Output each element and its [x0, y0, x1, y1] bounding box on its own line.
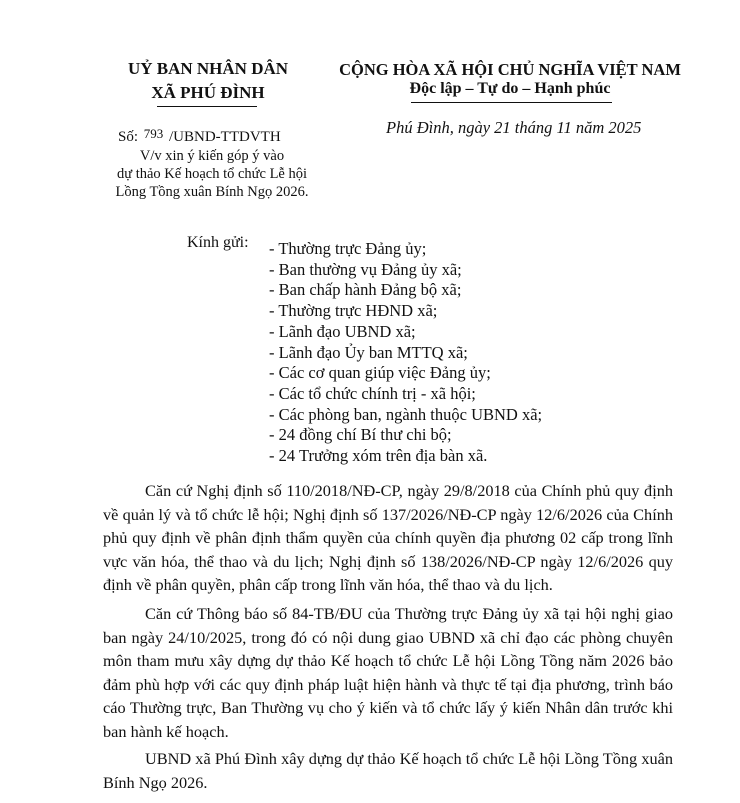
recipient-item: - Các phòng ban, ngành thuộc UBND xã;: [269, 404, 543, 424]
document-number-code: /UBND-TTDVTH: [169, 129, 281, 145]
recipients-label: Kính gửi:: [187, 234, 249, 251]
subject-line-3: Lồng Tồng xuân Bính Ngọ 2026.: [115, 184, 309, 200]
recipient-item: - Thường trực HĐND xã;: [269, 301, 438, 321]
recipient-item: - Ban chấp hành Đảng bộ xã;: [269, 280, 462, 300]
recipient-item: - 24 đồng chí Bí thư chi bộ;: [269, 425, 452, 445]
commune-name: XÃ PHÚ ĐÌNH: [151, 83, 265, 102]
national-motto: Độc lập – Tự do – Hạnh phúc: [409, 80, 611, 97]
national-title: CỘNG HÒA XÃ HỘI CHỦ NGHĨA VIỆT NAM: [339, 60, 681, 79]
recipient-item: - Các cơ quan giúp việc Đảng ủy;: [269, 363, 491, 383]
org-name: UỶ BAN NHÂN DÂN: [127, 59, 289, 78]
document-number: [118, 126, 281, 146]
recipient-item: - Các tổ chức chính trị - xã hội;: [269, 383, 476, 403]
document-number-prefix: Số:: [118, 129, 139, 145]
place-date: Phú Đình, ngày 21 tháng 11 năm 2025: [386, 118, 642, 137]
subject-line-2: dự thảo Kế hoạch tổ chức Lễ hội: [116, 166, 308, 182]
recipient-item: - Thường trực Đảng ủy;: [269, 239, 427, 258]
body-paragraph-draft-plan: UBND xã Phú Đình xây dựng dự thảo Kế hoạch tổ chức Lễ hội Lồng Tồng xuân Bính Ngọ 2026.: [103, 749, 673, 792]
subject-line-1: V/v xin ý kiến góp ý vào: [139, 148, 285, 164]
body-paragraph-notice-basis: Căn cứ Thông báo số 84-TB/ĐU của Thường trực Đảng ủy xã tại hội nghị giao ban ngày 24/10/2025, trong đó có nội dung giao UBND xã chỉ đạo các phòng chuyên môn tham mưu xây dựng dự thảo Kế hoạch tổ chức Lễ hội Lồng Tồng năm 2026 bảo đảm phù hợp với các quy định pháp luật hiện hành và thực tế tại địa phương, trình báo cáo Thường trực, Ban Thường vụ cho ý kiến và tổ chức lấy ý kiến Nhân dân trước khi ban hành kế hoạch.: [103, 604, 673, 741]
recipient-item: - 24 Trưởng xóm trên địa bàn xã.: [269, 446, 488, 465]
body-paragraph-legal-basis: Căn cứ Nghị định số 110/2018/NĐ-CP, ngày 29/8/2018 của Chính phủ quy định về quản lý và tổ chức lễ hội; Nghị định số 137/2026/NĐ-CP ngày 12/6/2026 của Chính phủ quy định về phân định thẩm quyền của chính quyền địa phương 02 cấp trong lĩnh vực văn hóa, thể thao và du lịch; Nghị định số 138/2026/NĐ-CP ngày 12/6/2026 quy định về phân quyền, phân cấp trong lĩnh văn hóa, thể thao và du lịch.: [103, 481, 673, 595]
recipient-item: - Lãnh đạo UBND xã;: [269, 321, 416, 341]
recipient-item: - Ban thường vụ Đảng ủy xã;: [269, 259, 462, 279]
recipient-item: - Lãnh đạo Ủy ban MTTQ xã;: [269, 342, 468, 362]
document-number-value: 793: [143, 126, 164, 141]
commune-underline: [157, 106, 257, 107]
motto-underline: [411, 102, 612, 103]
